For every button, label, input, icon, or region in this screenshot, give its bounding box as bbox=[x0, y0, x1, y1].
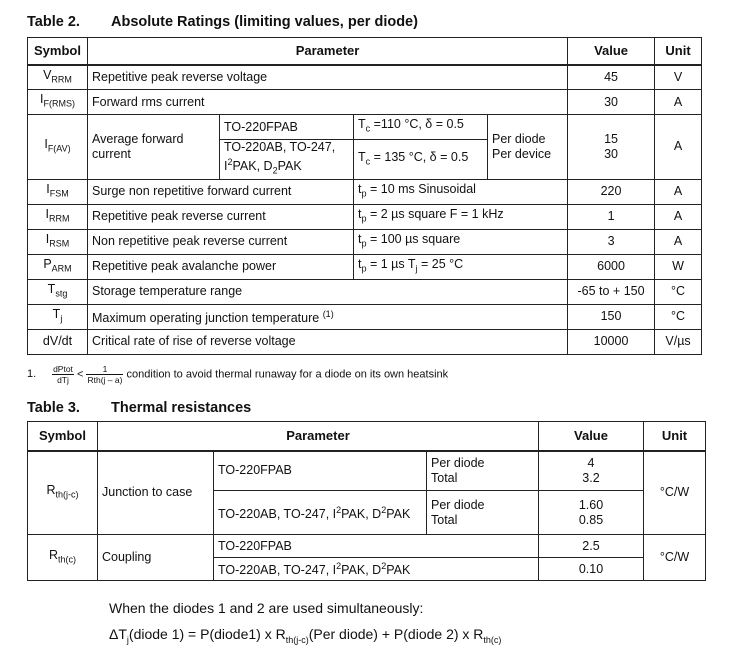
table-row bbox=[28, 535, 706, 558]
unit-parm: W bbox=[655, 254, 702, 279]
condition-ifsm: $t_p = 10$ ms Sinusoidal bbox=[354, 179, 568, 204]
header-value: Value bbox=[568, 38, 655, 65]
table-row bbox=[28, 451, 706, 491]
unit-irsm: A bbox=[655, 229, 702, 254]
unit-rthjc: °C/W bbox=[644, 451, 706, 535]
table-row bbox=[28, 204, 702, 229]
symbol-dvdt: dV/dt bbox=[28, 329, 88, 354]
table-row bbox=[28, 90, 702, 115]
value-irrm: 1 bbox=[568, 204, 655, 229]
unit-ifsm: A bbox=[655, 179, 702, 204]
absolute-ratings-table bbox=[27, 37, 702, 355]
unit-ifrms: A bbox=[655, 90, 702, 115]
footnote-ref: (1) bbox=[322, 309, 334, 320]
value-rthc-1: 2.5 bbox=[539, 535, 644, 558]
symbol-tstg: $T_{stg}$ bbox=[28, 279, 88, 304]
value-rthjc-1: 4 3.2 bbox=[539, 451, 644, 491]
symbol-ifsm: $I_{FSM}$ bbox=[28, 179, 88, 204]
per-diode-device: Per diode Per device bbox=[488, 115, 568, 180]
value-rthjc-2: 1.60 0.85 bbox=[539, 491, 644, 535]
table-row bbox=[28, 65, 702, 90]
table-row bbox=[28, 254, 702, 279]
unit-tj: °C bbox=[655, 304, 702, 329]
table2-caption bbox=[27, 14, 418, 30]
table3-caption bbox=[27, 400, 251, 416]
table-row bbox=[28, 304, 702, 329]
package-to220ab: TO-220AB, TO-247, $I^2PAK$, $D^2PAK$ bbox=[214, 491, 427, 535]
header-parameter: Parameter bbox=[98, 422, 539, 451]
param-irrm: Repetitive peak reverse current bbox=[88, 204, 354, 229]
param-ifrms: Forward rms current bbox=[88, 90, 568, 115]
value-vrrm: 45 bbox=[568, 65, 655, 90]
value-tj: 150 bbox=[568, 304, 655, 329]
header-symbol: Symbol bbox=[28, 422, 98, 451]
thermal-resistances-table bbox=[27, 421, 706, 581]
symbol-irsm: $I_{RSM}$ bbox=[28, 229, 88, 254]
table2-number: Table 2. bbox=[27, 14, 80, 30]
unit-dvdt: V/µs bbox=[655, 329, 702, 354]
package-to220fpab: TO-220FPAB bbox=[214, 451, 427, 491]
per-diode-total-2: Per diode Total bbox=[427, 491, 539, 535]
value-ifrms: 30 bbox=[568, 90, 655, 115]
symbol-vrrm: $V_{RRM}$ bbox=[28, 65, 88, 90]
table-row bbox=[28, 279, 702, 304]
symbol-rthc: $R_{th(c)}$ bbox=[28, 535, 98, 581]
unit-irrm: A bbox=[655, 204, 702, 229]
table-row bbox=[28, 115, 702, 140]
param-tj: Maximum operating junction temperature $^{(1)}$ bbox=[88, 304, 568, 329]
param-vrrm: Repetitive peak reverse voltage bbox=[88, 65, 568, 90]
value-ifsm: 220 bbox=[568, 179, 655, 204]
table-row bbox=[28, 329, 702, 354]
param-irsm: Non repetitive peak reverse current bbox=[88, 229, 354, 254]
param-dvdt: Critical rate of rise of reverse voltage bbox=[88, 329, 568, 354]
table-row bbox=[28, 229, 702, 254]
value-tstg: -65 to + 150 bbox=[568, 279, 655, 304]
footnote-number: 1. bbox=[27, 368, 37, 381]
unit-ifav: A bbox=[655, 115, 702, 180]
header-symbol: Symbol bbox=[28, 38, 88, 65]
footnote-text: condition to avoid thermal runaway for a diode on its own heatsink bbox=[126, 368, 449, 381]
header-unit: Unit bbox=[655, 38, 702, 65]
table3-number: Table 3. bbox=[27, 400, 80, 416]
symbol-tj: $T_j$ bbox=[28, 304, 88, 329]
symbol-parm: $P_{ARM}$ bbox=[28, 254, 88, 279]
condition-ifav-1: $T_c =110$ °C, δ = 0.5 bbox=[354, 115, 488, 140]
param-rthc: Coupling bbox=[98, 535, 214, 581]
param-tstg: Storage temperature range bbox=[88, 279, 568, 304]
footnote-fraction-2: $\frac{1}{\text{Rth(j – a)}}$ bbox=[87, 364, 123, 385]
unit-vrrm: V bbox=[655, 65, 702, 90]
header-unit: Unit bbox=[644, 422, 706, 451]
footnote-fraction-1: $\frac{\text{dPtot}}{\text{dTj}}$ bbox=[53, 364, 73, 385]
value-ifav: 15 30 bbox=[568, 115, 655, 180]
header-value: Value bbox=[539, 422, 644, 451]
param-ifav: Average forward current bbox=[88, 115, 220, 180]
condition-ifav-2: $T_c = 135$ °C, δ = 0.5 bbox=[354, 140, 488, 180]
param-ifsm: Surge non repetitive forward current bbox=[88, 179, 354, 204]
symbol-ifrms: $I_{F(RMS)}$ bbox=[28, 90, 88, 115]
symbol-ifav: $I_{F(AV)}$ bbox=[28, 115, 88, 180]
delta-tj-equation: $\Delta T_j(diode$ 1) = P(diode1) x $R_{th(j-c)}(Per$ diode) + P(diode 2) x $R_{th(c)}$ bbox=[109, 626, 502, 645]
condition-parm: $t_p = 1$ µs $T_j = 25$ °C bbox=[354, 254, 568, 279]
table2-title: Absolute Ratings (limiting values, per diode) bbox=[111, 14, 418, 30]
value-rthc-2: 0.10 bbox=[539, 558, 644, 581]
symbol-irrm: $I_{RRM}$ bbox=[28, 204, 88, 229]
package-to220fpab: TO-220FPAB bbox=[220, 115, 354, 140]
param-rthjc: Junction to case bbox=[98, 451, 214, 535]
per-diode-total-1: Per diode Total bbox=[427, 451, 539, 491]
unit-rthc: °C/W bbox=[644, 535, 706, 581]
package-to220ab: TO-220AB, TO-247, $I^2PAK$, $D_2PAK$ bbox=[220, 140, 354, 180]
simultaneous-note: When the diodes 1 and 2 are used simultaneously: bbox=[109, 600, 424, 616]
symbol-rthjc: $R_{th(j-c)}$ bbox=[28, 451, 98, 535]
table-row bbox=[28, 179, 702, 204]
value-parm: 6000 bbox=[568, 254, 655, 279]
value-dvdt: 10000 bbox=[568, 329, 655, 354]
table3-title: Thermal resistances bbox=[111, 400, 252, 416]
value-irsm: 3 bbox=[568, 229, 655, 254]
package-to220fpab-coupling: TO-220FPAB bbox=[214, 535, 539, 558]
condition-irrm: $t_p = 2$ µs square F = 1 kHz bbox=[354, 204, 568, 229]
param-parm: Repetitive peak avalanche power bbox=[88, 254, 354, 279]
package-to220ab-coupling: TO-220AB, TO-247, $I^2PAK$, $D^2PAK$ bbox=[214, 558, 539, 581]
header-parameter: Parameter bbox=[88, 38, 568, 65]
footnote: 1. $\frac{\text{dPtot}}{\text{dTj}}$ < $\frac{1}{\text{Rth(j – a)}}$ condition to avoid thermal runaway for a diode on its own heatsink bbox=[27, 364, 449, 385]
condition-irsm: $t_p = 100$ µs square bbox=[354, 229, 568, 254]
unit-tstg: °C bbox=[655, 279, 702, 304]
